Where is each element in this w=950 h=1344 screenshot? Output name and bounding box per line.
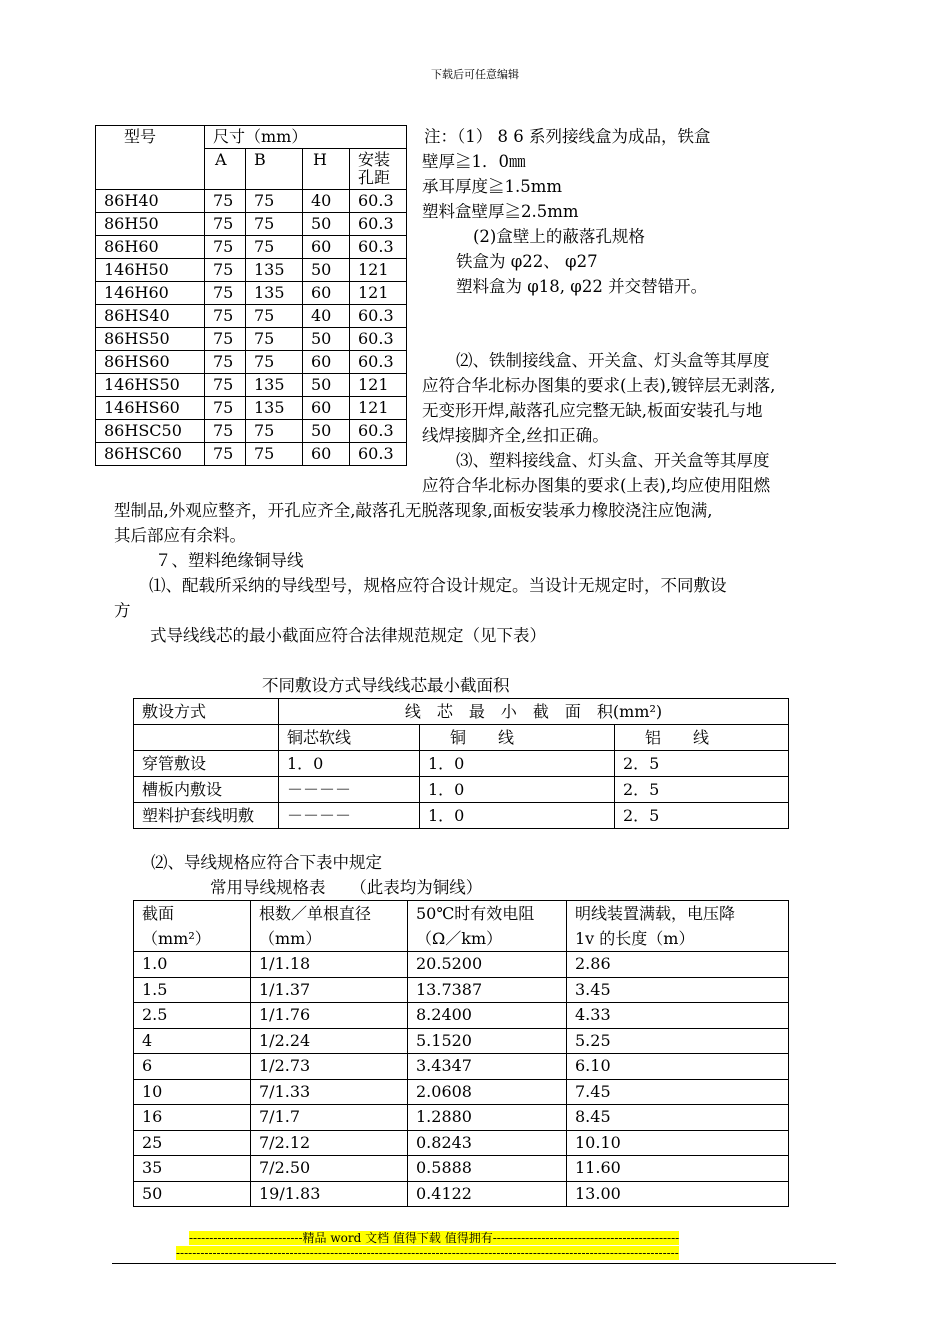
box-row-cell: 135 (246, 259, 303, 282)
sub-h: H (303, 149, 350, 190)
box-row-cell: 75 (205, 259, 246, 282)
spec-row-cell: 35 (134, 1156, 251, 1182)
spec-row-cell: 1/2.24 (251, 1028, 408, 1054)
section-row-cell: 2．5 (615, 803, 789, 829)
section-row (134, 777, 789, 803)
box-row-cell: 50 (303, 259, 350, 282)
box-row-cell: 40 (303, 190, 350, 213)
section-row-cell: 1．0 (420, 777, 615, 803)
box-row-cell: 60.3 (350, 236, 407, 259)
box-row-cell: 75 (205, 374, 246, 397)
note-line-3: 承耳厚度≧1.5mm (422, 177, 563, 196)
section-row-cell: 槽板内敷设 (134, 777, 279, 803)
spec-row (134, 952, 789, 978)
note-line-4: 塑料盒壁厚≧2.5mm (422, 202, 579, 221)
box-row-cell: 75 (246, 213, 303, 236)
box-row-cell: 75 (205, 443, 246, 466)
para3-line-3: 型制品,外观应整齐，开孔应齐全,敲落孔无脱落现象,面板安装承力橡胶浇注应饱满, (114, 501, 713, 520)
wire-spec-table (133, 900, 789, 1207)
section-row-cell: －－－－ (279, 803, 420, 829)
note-line-7: 塑料盒为 φ18, φ22 并交替错开。 (456, 277, 708, 296)
box-row-cell: 50 (303, 213, 350, 236)
h-blank (134, 725, 279, 751)
section-row (134, 803, 789, 829)
box-row-cell: 75 (205, 213, 246, 236)
box-row-cell: 75 (205, 282, 246, 305)
note-line-2: 壁厚≧1．0㎜ (422, 152, 526, 171)
box-row-cell: 60.3 (350, 328, 407, 351)
box-row (96, 420, 407, 443)
box-row-cell: 40 (303, 305, 350, 328)
box-row (96, 282, 407, 305)
section-row-cell: 2．5 (615, 751, 789, 777)
spec-row-cell: 7/1.33 (251, 1079, 408, 1105)
section-row-cell: 2．5 (615, 777, 789, 803)
box-row-cell: 60 (303, 351, 350, 374)
section-row-cell: 1．0 (420, 803, 615, 829)
box-row-cell: 60.3 (350, 190, 407, 213)
box-row (96, 190, 407, 213)
spec-table-caption: 常用导线规格表 （此表均为铜线） (210, 878, 483, 897)
para2-line-1: ⑵、铁制接线盒、开关盒、灯头盒等其厚度 (456, 351, 770, 370)
col-model: 型号 (96, 126, 205, 190)
h-length-line1: 明线装置满载，电压降 (575, 904, 736, 923)
box-row-cell: 50 (303, 328, 350, 351)
spec-row-cell: 13.00 (567, 1181, 789, 1207)
box-row-cell: 60.3 (350, 351, 407, 374)
h-section-line2: （mm²） (142, 929, 211, 948)
box-row-cell: 60.3 (350, 213, 407, 236)
box-row-cell: 121 (350, 374, 407, 397)
spec-row-cell: 6.10 (567, 1054, 789, 1080)
para3-line-2: 应符合华北标办图集的要求(上表),均应使用阻燃 (422, 476, 771, 495)
h-soft: 铜芯软线 (279, 725, 420, 751)
spec-row (134, 1003, 789, 1029)
box-row-cell: 75 (205, 305, 246, 328)
box-row-cell: 121 (350, 397, 407, 420)
box-row-cell: 135 (246, 374, 303, 397)
box-row-cell: 146H60 (96, 282, 205, 305)
box-row-cell: 75 (205, 190, 246, 213)
box-row-cell: 86H60 (96, 236, 205, 259)
spec-row-cell: 7/2.12 (251, 1130, 408, 1156)
h-al: 铝 线 (615, 725, 789, 751)
box-row-cell: 60 (303, 236, 350, 259)
spec-row-cell: 1.2880 (408, 1105, 567, 1131)
para3-line-1: ⑶、塑料接线盒、灯头盒、开关盒等其厚度 (456, 451, 770, 470)
spec-row-cell: 10 (134, 1079, 251, 1105)
note-line-1: 注：（1） 8 6 系列接线盒为成品，铁盒 (424, 127, 711, 146)
note-line-5: (2)盒壁上的蔽落孔规格 (473, 227, 645, 246)
spec-row-cell: 7/1.7 (251, 1105, 408, 1131)
box-row (96, 351, 407, 374)
section-row-cell: 1．0 (420, 751, 615, 777)
spec-row (134, 1105, 789, 1131)
h-count (251, 901, 408, 952)
spec-row-cell: 2.0608 (408, 1079, 567, 1105)
box-row-cell: 86H50 (96, 213, 205, 236)
spec-row-cell: 5.25 (567, 1028, 789, 1054)
box-row-cell: 75 (246, 190, 303, 213)
box-row-cell: 121 (350, 259, 407, 282)
spec-row (134, 1181, 789, 1207)
spec-row-cell: 13.7387 (408, 977, 567, 1003)
min-section-table (133, 698, 789, 829)
spec-row-cell: 19/1.83 (251, 1181, 408, 1207)
sub-b: B (246, 149, 303, 190)
spec-row-cell: 10.10 (567, 1130, 789, 1156)
spec-row (134, 977, 789, 1003)
section-row-cell: 穿管敷设 (134, 751, 279, 777)
spec-row-cell: 3.4347 (408, 1054, 567, 1080)
section7-title: ７、塑料绝缘铜导线 (155, 551, 304, 570)
box-row-cell: 86HSC50 (96, 420, 205, 443)
spec-row-cell: 8.45 (567, 1105, 789, 1131)
box-row-cell: 50 (303, 420, 350, 443)
note-line-6: 铁盒为 φ22、 φ27 (456, 252, 598, 271)
spec-row-cell: 1.5 (134, 977, 251, 1003)
h-length (567, 901, 789, 952)
footer-rule (112, 1263, 836, 1264)
box-row-cell: 75 (246, 420, 303, 443)
spec-row-cell: 7.45 (567, 1079, 789, 1105)
box-row-cell: 60.3 (350, 420, 407, 443)
h-length-line2: 1v 的长度（m） (575, 929, 695, 948)
box-row-cell: 75 (246, 328, 303, 351)
box-row-cell: 60 (303, 282, 350, 305)
spec-row-cell: 1/1.18 (251, 952, 408, 978)
page-header: 下载后可任意编辑 (431, 68, 519, 81)
spec-row-cell: 8.2400 (408, 1003, 567, 1029)
spec-intro: ⑵、导线规格应符合下表中规定 (151, 853, 382, 872)
h-resistance-line1: 50℃时有效电阻 (416, 904, 535, 923)
sub-dist-line2: 孔距 (358, 168, 391, 187)
spec-row (134, 1054, 789, 1080)
box-row-cell: 60.3 (350, 305, 407, 328)
box-row-cell: 75 (246, 236, 303, 259)
section-table-caption: 不同敷设方式导线线芯最小截面积 (262, 676, 510, 695)
spec-row (134, 1130, 789, 1156)
box-row-cell: 146HS50 (96, 374, 205, 397)
para2-line-2: 应符合华北标办图集的要求(上表),镀锌层无剥落, (422, 376, 776, 395)
para2-line-3: 无变形开焊,敲落孔应完整无缺,板面安装孔与地 (422, 401, 763, 420)
box-row-cell: 60 (303, 443, 350, 466)
h-resistance (408, 901, 567, 952)
section-row-cell: 塑料护套线明敷 (134, 803, 279, 829)
h-section-line1: 截面 (142, 904, 175, 923)
box-row (96, 305, 407, 328)
h-count-line2: （mm） (259, 929, 322, 948)
col-size: 尺寸（mm） (205, 126, 407, 149)
spec-row-cell: 0.4122 (408, 1181, 567, 1207)
spec-row-cell: 1.0 (134, 952, 251, 978)
spec-row-cell: 0.5888 (408, 1156, 567, 1182)
section-row (134, 751, 789, 777)
box-row (96, 213, 407, 236)
box-row (96, 236, 407, 259)
spec-row-cell: 6 (134, 1054, 251, 1080)
box-row-cell: 50 (303, 374, 350, 397)
sub-dist-line1: 安装 (358, 150, 391, 169)
spec-row-cell: 50 (134, 1181, 251, 1207)
box-row (96, 328, 407, 351)
box-row-cell: 121 (350, 282, 407, 305)
box-row-cell: 60.3 (350, 443, 407, 466)
spec-row-cell: 11.60 (567, 1156, 789, 1182)
box-row-cell: 75 (205, 351, 246, 374)
spec-row-cell: 1/2.73 (251, 1054, 408, 1080)
spec-row-cell: 7/2.50 (251, 1156, 408, 1182)
sub-a: A (205, 149, 246, 190)
spec-row (134, 1079, 789, 1105)
box-row-cell: 86HS50 (96, 328, 205, 351)
spec-row-cell: 4.33 (567, 1003, 789, 1029)
box-row-cell: 135 (246, 282, 303, 305)
spec-row-cell: 1/1.37 (251, 977, 408, 1003)
h-resistance-line2: （Ω／km） (416, 929, 503, 948)
box-row-cell: 86HS60 (96, 351, 205, 374)
box-row-cell: 75 (246, 305, 303, 328)
box-row-cell: 86H40 (96, 190, 205, 213)
spec-row-cell: 2.86 (567, 952, 789, 978)
spec-row-cell: 0.8243 (408, 1130, 567, 1156)
spec-row-cell: 4 (134, 1028, 251, 1054)
section-row-cell: 1．0 (279, 751, 420, 777)
section7-para-2: 方 (114, 601, 131, 620)
box-row-cell: 75 (246, 443, 303, 466)
box-row-cell: 86HS40 (96, 305, 205, 328)
h-area: 线 芯 最 小 截 面 积(mm²) (279, 699, 789, 725)
box-row (96, 374, 407, 397)
spec-row-cell: 5.1520 (408, 1028, 567, 1054)
box-row-cell: 60 (303, 397, 350, 420)
section-row-cell: －－－－ (279, 777, 420, 803)
box-row-cell: 75 (246, 351, 303, 374)
h-count-line1: 根数／单根直径 (259, 904, 372, 923)
spec-row-cell: 3.45 (567, 977, 789, 1003)
box-row-cell: 75 (205, 236, 246, 259)
box-row-cell: 146H50 (96, 259, 205, 282)
box-row-cell: 146HS60 (96, 397, 205, 420)
footer-line-2: ---------------------------------------------------------------------------------------------------------------------------- (176, 1246, 679, 1260)
box-row-cell: 86HSC60 (96, 443, 205, 466)
spec-row-cell: 2.5 (134, 1003, 251, 1029)
box-row (96, 259, 407, 282)
h-method: 敷设方式 (134, 699, 279, 725)
spec-row-cell: 1/1.76 (251, 1003, 408, 1029)
box-row-cell: 75 (205, 420, 246, 443)
box-row-cell: 135 (246, 397, 303, 420)
para2-line-4: 线焊接脚齐全,丝扣正确。 (422, 426, 609, 445)
box-row-cell: 75 (205, 328, 246, 351)
box-row (96, 443, 407, 466)
section7-para-3: 式导线线芯的最小截面应符合法律规范规定（见下表） (150, 626, 546, 645)
section7-para-1: ⑴、配载所采纳的导线型号，规格应符合设计规定。当设计无规定时，不同敷设 (149, 576, 727, 595)
spec-row-cell: 25 (134, 1130, 251, 1156)
box-size-table (95, 125, 407, 466)
spec-row (134, 1156, 789, 1182)
box-row (96, 397, 407, 420)
spec-row (134, 1028, 789, 1054)
h-section (134, 901, 251, 952)
box-row-cell: 75 (205, 397, 246, 420)
footer-line-1: ----------------------------精品 word 文档 值得下载 值得拥有---------------------------------------------- (189, 1231, 680, 1245)
h-cu: 铜 线 (420, 725, 615, 751)
para3-line-4: 其后部应有余料。 (114, 526, 246, 545)
sub-dist (350, 149, 407, 190)
spec-row-cell: 20.5200 (408, 952, 567, 978)
spec-row-cell: 16 (134, 1105, 251, 1131)
